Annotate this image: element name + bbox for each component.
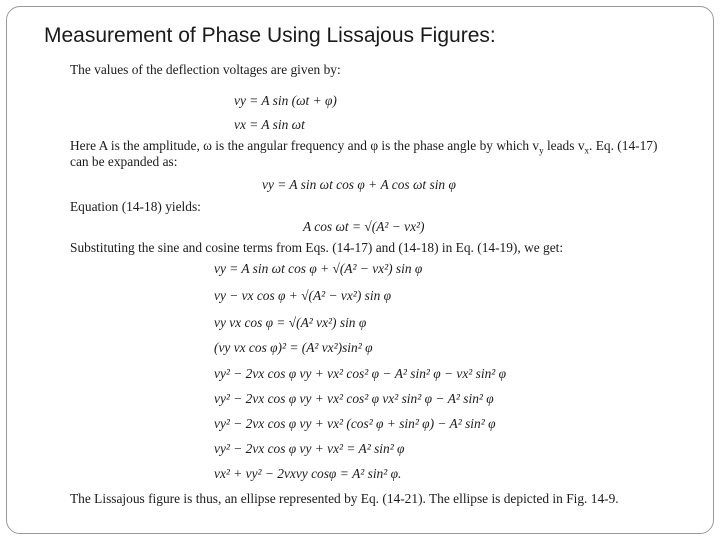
text-line-6: The Lissajous figure is thus, an ellipse represented by Eq. (14-21). The ellipse is depicted in Fig. 14-9. xyxy=(70,491,619,506)
derivation-step-1: vy = A sin ωt cos φ + √(A² − vx²) sin φ xyxy=(214,261,423,276)
equation-14-20: A cos ωt = √(A² − vx²) xyxy=(303,219,425,234)
derivation-step-3: vy vx cos φ = √(A² vx²) sin φ xyxy=(214,315,367,330)
equation-14-19: vy = A sin ωt cos φ + A cos ωt sin φ xyxy=(262,177,456,192)
text-line-1: The values of the deflection voltages are given by: xyxy=(70,62,341,77)
equation-14-21: vx² + vy² − 2vxvy cosφ = A² sin² φ. xyxy=(214,466,402,481)
derivation-step-5: vy² − 2vx cos φ vy + vx² cos² φ − A² sin² φ − vx² sin² φ xyxy=(214,366,507,381)
text-line-5: Substituting the sine and cosine terms from Eqs. (14-17) and (14-18) in Eq. (14-19), we get: xyxy=(70,240,564,255)
slide-title: Measurement of Phase Using Lissajous Figures: xyxy=(44,24,496,47)
text-line-2-main: Here A is the amplitude, ω is the angular frequency and φ is the phase angle by which v xyxy=(70,138,540,153)
equation-vx: vx = A sin ωt xyxy=(234,117,305,132)
text-line-2-end: Eq. (14-17) xyxy=(595,138,658,153)
equation-vy: vy = A sin (ωt + φ) xyxy=(234,93,337,108)
derivation-step-6: vy² − 2vx cos φ vy + vx² cos² φ vx² sin² φ − A² sin² φ xyxy=(214,391,494,406)
derivation-step-7: vy² − 2vx cos φ vy + vx² (cos² φ + sin² φ) − A² sin² φ xyxy=(214,416,496,431)
text-line-2-tail: leads v xyxy=(546,138,585,153)
text-line-4: Equation (14-18) yields: xyxy=(70,199,201,214)
derivation-step-8: vy² − 2vx cos φ vy + vx² = A² sin² φ xyxy=(214,441,405,456)
derivation-step-4: (vy vx cos φ)² = (A² vx²)sin² φ xyxy=(214,340,373,355)
derivation-step-2: vy − vx cos φ + √(A² − vx²) sin φ xyxy=(214,288,392,303)
text-line-2: Here A is the amplitude, ω is the angular frequency and φ is the phase angle by which $v_y$ leads $v_x$. Eq. (14-17) xyxy=(70,138,658,156)
text-line-3: can be expanded as: xyxy=(70,154,178,169)
